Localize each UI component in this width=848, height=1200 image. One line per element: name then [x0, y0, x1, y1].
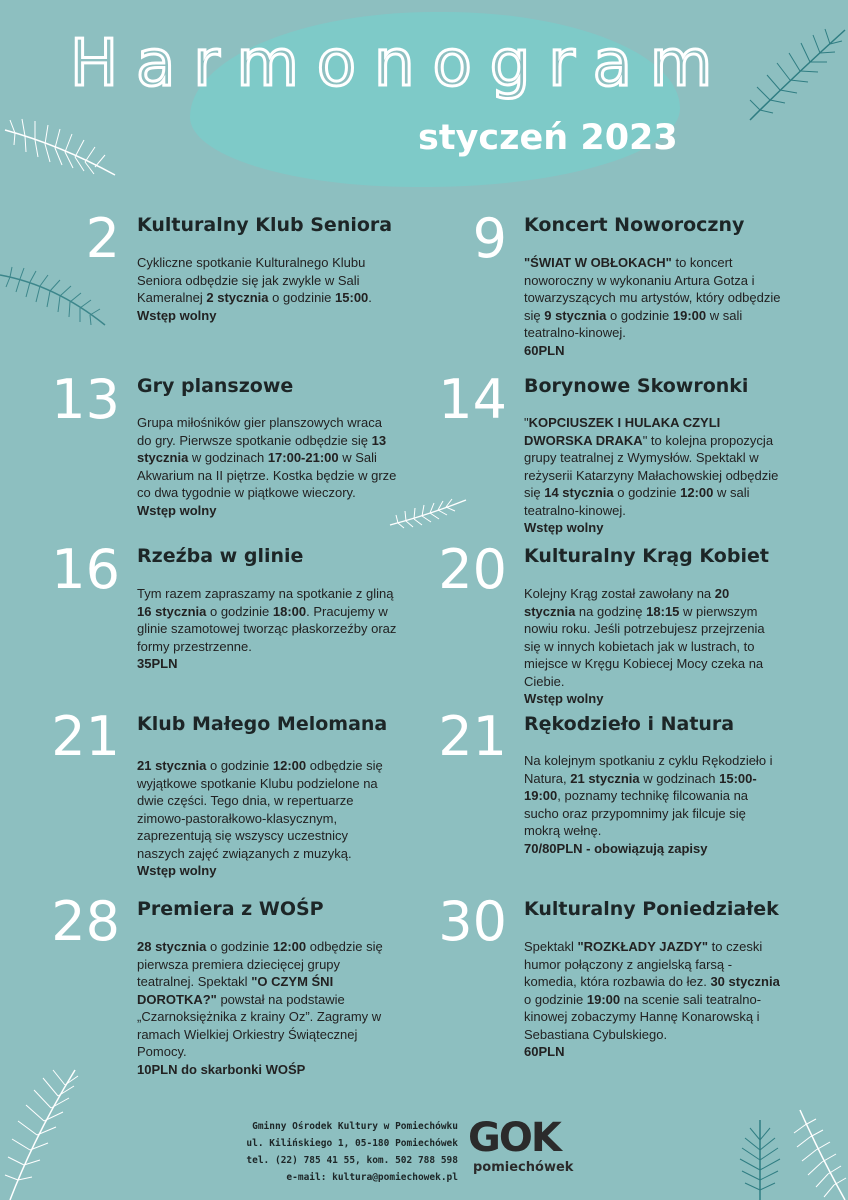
event-title: Kulturalny Klub Seniora: [137, 214, 393, 236]
event-day-number: 13: [51, 368, 120, 431]
event-description: [524, 752, 784, 857]
event-price: Wstęp wolny: [524, 691, 604, 706]
event-title: Borynowe Skowronki: [524, 375, 749, 397]
footer-email[interactable]: e-mail: kultura@pomiechowek.pl: [286, 1172, 458, 1183]
event-description: [524, 414, 784, 537]
footer-contact: [200, 1118, 458, 1186]
event-day-number: 2: [85, 207, 120, 270]
event-description: [137, 757, 397, 880]
event-price: 70/80PLN - obowiązują zapisy: [524, 840, 708, 856]
event-description: [137, 585, 397, 673]
event-title: Klub Małego Melomana: [137, 713, 388, 735]
gok-logo: [468, 1115, 574, 1178]
event-description: [524, 585, 784, 708]
event-description: [137, 938, 397, 1078]
event-price: 60PLN: [524, 342, 565, 358]
event-day-number: 20: [438, 538, 507, 601]
event-description-text: Spektakl "ROZKŁADY JAZDY" to czeski humor połączony z angielską farsą - komedia, która rozbawia do łez. 30 stycznia o godzinie 19:00 na scenie sali teatralno-kinowej zobaczymy Hannę Konarowską i Sebastiana Cybulskiego.: [524, 939, 780, 1042]
feather-icon: [0, 265, 110, 335]
event-price: 60PLN: [524, 1044, 565, 1059]
event-description-text: 21 stycznia o godzinie 12:00 odbędzie się wyjątkowe spotkanie Klubu podzielone na dwie części. Tego dnia, w repertuarze zimowo-pastorałkowo-klasycznym, zaprezentują się wszyscy uczestnicy naszych zajęć związanych z muzyką.: [137, 758, 383, 861]
logo-text: GOK: [468, 1115, 560, 1161]
event-description: [524, 938, 784, 1061]
feather-icon: [0, 1065, 90, 1200]
footer-phone: tel. (22) 785 41 55, kom. 502 788 598: [246, 1155, 458, 1166]
event-description-text: Tym razem zapraszamy na spotkanie z gliną 16 stycznia o godzinie 18:00. Pracujemy w glinie szamotowej tworząc płaskorzeźby oraz formy przestrzenne.: [137, 586, 397, 654]
event-title: Rękodzieło i Natura: [524, 713, 735, 735]
feather-icon: [730, 1115, 790, 1200]
event-description: [137, 414, 397, 519]
event-title: Premiera z WOŚP: [137, 898, 324, 920]
event-title: Gry planszowe: [137, 375, 294, 397]
event-day-number: 16: [51, 538, 120, 601]
page-subtitle: styczeń 2023: [418, 118, 678, 158]
feather-icon: [388, 495, 468, 530]
event-description-text: Grupa miłośników gier planszowych wraca do gry. Pierwsze spotkanie odbędzie się 13 stycznia w godzinach 17:00-21:00 w Sali Akwarium na II piętrze. Kostka będzie w grze co dwa tygodnie w piątkowe wieczory.: [137, 415, 397, 500]
event-price: Wstęp wolny: [524, 520, 604, 535]
page-title: Harmonogram: [70, 27, 731, 101]
event-title: Koncert Noworoczny: [524, 214, 745, 236]
event-day-number: 9: [472, 207, 507, 270]
event-description: [524, 254, 784, 359]
event-description-text: 28 stycznia o godzinie 12:00 odbędzie się pierwsza premiera dziecięcej grupy teatralnej. Spektakl "O CZYM ŚNI DOROTKA?" powstał na podstawie „Czarnoksiężnika z krainy Oz”. Zagramy w ramach Wielkiej Orkiestry Świątecznej Pomocy.: [137, 939, 383, 1059]
event-day-number: 21: [51, 705, 120, 768]
event-description-text: Na kolejnym spotkaniu z cyklu Rękodzieło i Natura, 21 stycznia w godzinach 15:00-19:00, poznamy technikę filcowania na sucho oraz przypomnimy jak filcuje się mokrą wełnę.: [524, 753, 773, 838]
footer-address: ul. Kilińskiego 1, 05-180 Pomiechówek: [246, 1138, 458, 1149]
event-title: Kulturalny Krąg Kobiet: [524, 545, 769, 567]
event-description-text: "ŚWIAT W OBŁOKACH" to koncert noworoczny w wykonaniu Artura Gotza i towarzyszących mu artystów, który odbędzie się 9 stycznia o godzinie 19:00 w sali teatralno-kinowej.: [524, 255, 781, 340]
feather-icon: [745, 25, 848, 125]
event-description: [137, 254, 397, 324]
event-price: Wstęp wolny: [137, 863, 217, 878]
logo-subtext: pomiechówek: [473, 1160, 574, 1175]
event-title: Rzeźba w glinie: [137, 545, 304, 567]
event-price: Wstęp wolny: [137, 502, 217, 518]
event-day-number: 14: [438, 368, 507, 431]
event-day-number: 21: [438, 705, 507, 768]
event-description-text: "KOPCIUSZEK I HULAKA CZYLI DWORSKA DRAKA" to kolejna propozycja grupy teatralnej z Wymysłów. Spektakl w reżyserii Katarzyny Małachowskiej odbędzie się 14 stycznia o godzinie 12:00 w sali teatralno-kinowej.: [524, 415, 779, 518]
event-description-text: Cykliczne spotkanie Kulturalnego Klubu Seniora odbędzie się jak zwykle w Sali Kameralnej 2 stycznia o godzinie 15:00.: [137, 255, 372, 305]
event-description-text: Kolejny Krąg został zawołany na 20 stycznia na godzinę 18:15 w pierwszym nowiu roku. Jeśli potrzebujesz przejrzenia się w innych kobietach jak w lustrach, to miejsce w Kręgu Kobiecej Mocy czeka na Ciebie.: [524, 586, 765, 689]
footer-org-name: Gminny Ośrodek Kultury w Pomiechówku: [252, 1121, 458, 1132]
event-title: Kulturalny Poniedziałek: [524, 898, 779, 920]
feather-icon: [0, 105, 120, 185]
feather-icon: [790, 1105, 848, 1200]
event-price: 35PLN: [137, 656, 178, 671]
event-price: Wstęp wolny: [137, 307, 217, 323]
event-price: 10PLN do skarbonki WOŚP: [137, 1061, 306, 1077]
event-day-number: 30: [438, 890, 507, 953]
event-day-number: 28: [51, 890, 120, 953]
